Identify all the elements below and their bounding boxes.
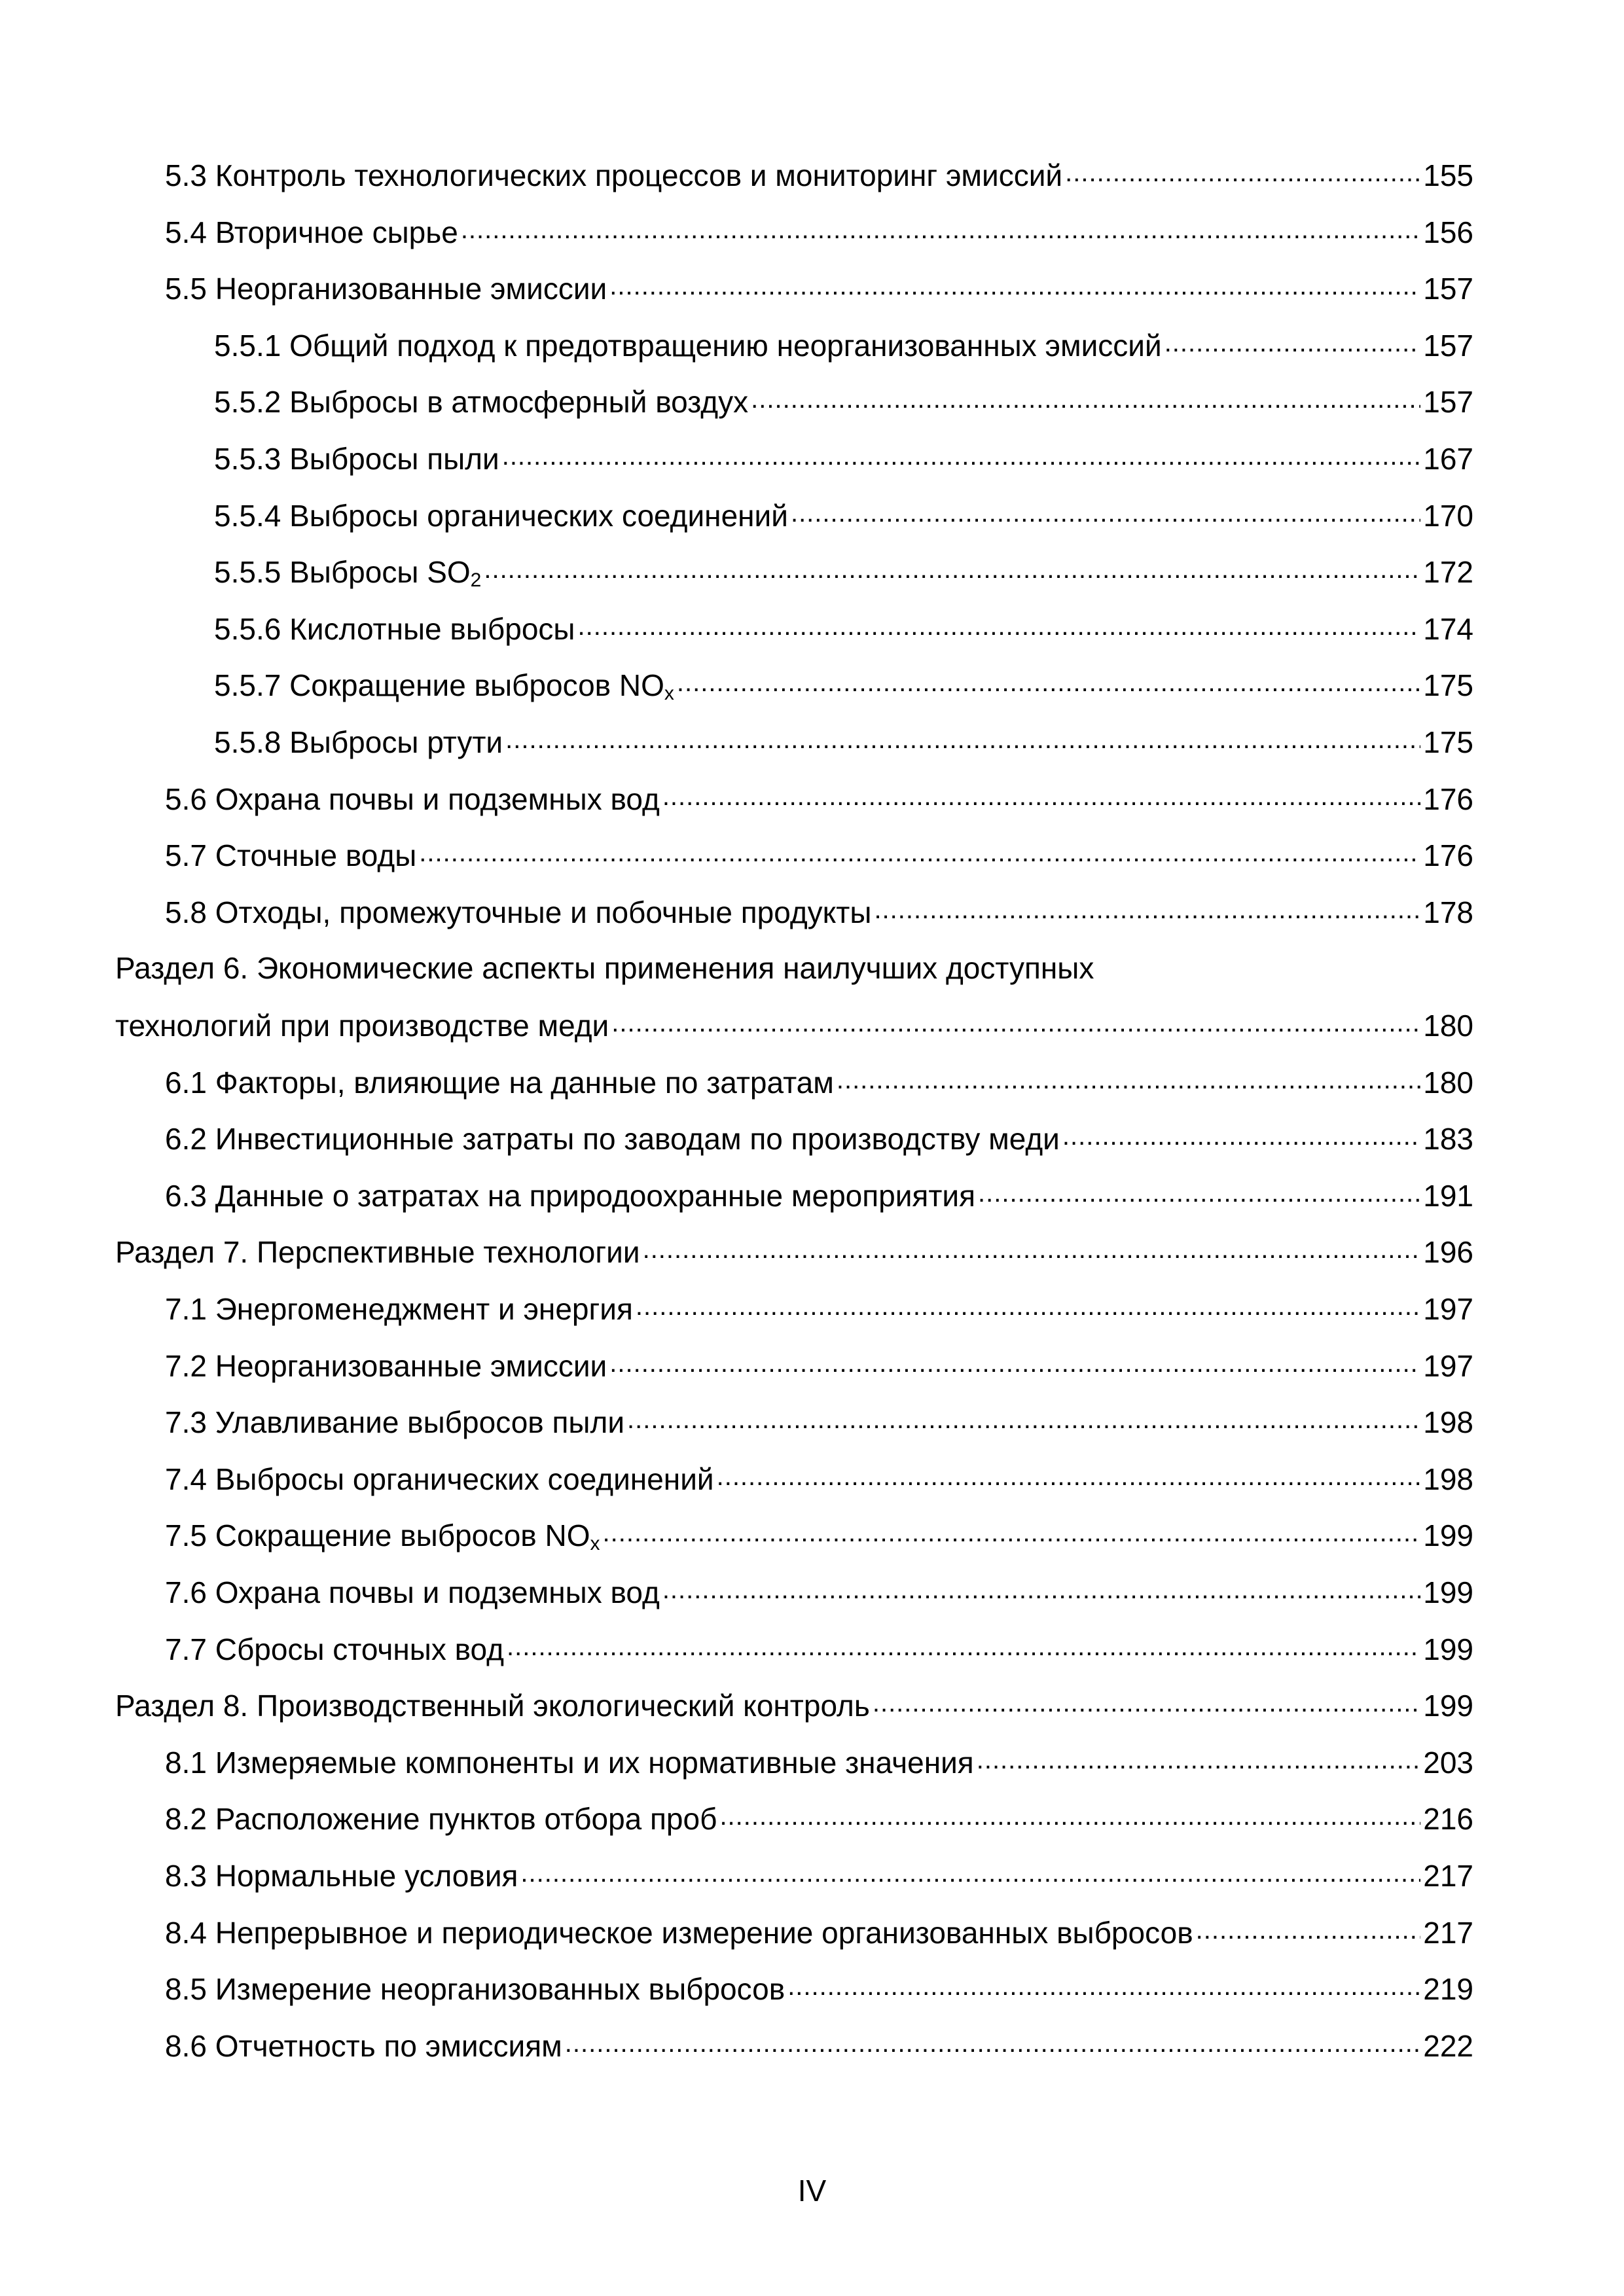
- toc-entry[interactable]: [115, 1006, 1473, 1044]
- toc-entry[interactable]: [165, 1969, 1473, 2007]
- toc-entry[interactable]: [165, 1176, 1473, 1214]
- toc-entry[interactable]: [214, 723, 1473, 761]
- toc-entry-page: 222: [1423, 2029, 1473, 2063]
- toc-entry[interactable]: [165, 1119, 1473, 1157]
- toc-entry-page: 216: [1423, 1802, 1473, 1836]
- toc-entry[interactable]: [165, 1799, 1473, 1837]
- toc-entry-title: [165, 1516, 600, 1554]
- dot-leader: [609, 269, 1420, 299]
- dot-leader: [1065, 156, 1420, 186]
- toc-entry[interactable]: [165, 1516, 1473, 1554]
- dot-leader: [627, 1403, 1420, 1433]
- toc-entry-page: 157: [1423, 385, 1473, 419]
- dot-leader: [505, 723, 1420, 753]
- toc-entry-page: 175: [1423, 725, 1473, 759]
- toc-entry-title-text: 8.1 Измеряемые компоненты и их нормативные значения: [165, 1746, 974, 1780]
- dot-leader: [662, 780, 1420, 810]
- toc-entry[interactable]: [115, 949, 1473, 987]
- toc-entry[interactable]: [165, 1289, 1473, 1327]
- toc-entry-page: 191: [1423, 1179, 1473, 1213]
- toc-entry-title-text: 7.6 Охрана почвы и подземных вод: [165, 1575, 660, 1609]
- toc-entry[interactable]: [165, 213, 1473, 251]
- toc-entry-title: [165, 1120, 1060, 1158]
- toc-entry[interactable]: [165, 1630, 1473, 1668]
- toc-entry-page: 199: [1423, 1689, 1473, 1723]
- toc-entry-title: [165, 1857, 518, 1895]
- toc-entry-title: [165, 1914, 1193, 1952]
- dot-leader: [1164, 326, 1421, 356]
- toc-entry-title-text: Раздел 7. Перспективные технологии: [115, 1235, 640, 1269]
- toc-entry-title-text: Раздел 6. Экономические аспекты применения наилучших доступных: [115, 951, 1094, 985]
- toc-entry-title: [214, 327, 1162, 365]
- toc-entry-title: [214, 553, 481, 591]
- toc-entry[interactable]: [214, 439, 1473, 477]
- dot-leader: [636, 1289, 1420, 1319]
- dot-leader: [502, 439, 1421, 469]
- toc-entry-title-text: 7.4 Выбросы органических соединений: [165, 1462, 714, 1496]
- toc-entry-page: 176: [1423, 838, 1473, 872]
- dot-leader: [520, 1856, 1420, 1886]
- dot-leader: [484, 552, 1420, 583]
- toc-entry-page: 198: [1423, 1405, 1473, 1439]
- dot-leader: [791, 496, 1420, 526]
- toc-entry-title: [165, 1744, 974, 1782]
- toc-entry[interactable]: [165, 1063, 1473, 1101]
- toc-entry-title: [165, 1403, 624, 1441]
- dot-leader: [603, 1516, 1421, 1546]
- toc-entry-title-text: 8.5 Измерение неорганизованных выбросов: [165, 1972, 785, 2006]
- toc-entry-page: 157: [1423, 272, 1473, 306]
- toc-entry[interactable]: [214, 609, 1473, 647]
- toc-entry-title-text: 7.2 Неорганизованные эмиссии: [165, 1349, 607, 1383]
- dot-leader: [1062, 1119, 1420, 1149]
- toc-entry-title: [165, 2027, 562, 2065]
- toc-entry-title-text: 5.5.5 Выбросы SO: [214, 555, 471, 589]
- toc-entry-subscript: 2: [470, 569, 482, 591]
- dot-leader: [874, 893, 1420, 923]
- toc-entry-title-text: 5.5.1 Общий подход к предотвращению неорганизованных эмиссий: [214, 329, 1162, 363]
- toc-entry[interactable]: [165, 269, 1473, 307]
- toc-entry[interactable]: [214, 496, 1473, 534]
- toc-entry-title: [165, 156, 1062, 194]
- toc-entry-title-text: 6.2 Инвестиционные затраты по заводам по производству меди: [165, 1122, 1060, 1156]
- toc-entry[interactable]: [165, 1460, 1473, 1498]
- toc-entry[interactable]: [165, 156, 1473, 194]
- toc-entry-page: 172: [1423, 555, 1473, 589]
- dot-leader: [1196, 1913, 1421, 1943]
- toc-entry-page: 178: [1423, 895, 1473, 929]
- toc-entry[interactable]: [115, 1686, 1473, 1724]
- dot-leader: [837, 1063, 1420, 1093]
- toc-entry-title-text: 5.5.4 Выбросы органических соединений: [214, 499, 788, 533]
- toc-entry[interactable]: [165, 1573, 1473, 1611]
- toc-entry[interactable]: [214, 382, 1473, 420]
- toc-entry-title-text: 8.6 Отчетность по эмиссиям: [165, 2029, 562, 2063]
- toc-entry-title-text: 5.3 Контроль технологических процессов и мониторинг эмиссий: [165, 158, 1063, 192]
- toc-entry-page: 183: [1423, 1122, 1473, 1156]
- toc-entry[interactable]: [165, 1403, 1473, 1441]
- toc-entry-page: 217: [1423, 1859, 1473, 1893]
- toc-entry-title: [165, 1970, 785, 2008]
- toc-entry-title-text: 7.1 Энергоменеджмент и энергия: [165, 1292, 633, 1326]
- toc-entry[interactable]: [115, 1232, 1473, 1270]
- toc-entry-title-text: 8.4 Непрерывное и периодическое измерение организованных выбросов: [165, 1916, 1193, 1950]
- toc-entry-title: [165, 1460, 714, 1498]
- toc-entry-title-text: 6.1 Факторы, влияющие на данные по затратам: [165, 1066, 834, 1100]
- toc-entry-page: 156: [1423, 215, 1473, 249]
- toc-entry-page: 197: [1423, 1349, 1473, 1383]
- toc-entry-title-text: 5.5.7 Сокращение выбросов NO: [214, 668, 664, 702]
- dot-leader: [717, 1460, 1421, 1490]
- toc-entry-title: [115, 949, 1094, 987]
- toc-entry-page: 155: [1423, 158, 1473, 192]
- toc-entry-title-text: 5.4 Вторичное сырье: [165, 215, 458, 249]
- toc-entry-title: [214, 440, 499, 478]
- toc-entry-page: 180: [1423, 1009, 1473, 1043]
- toc-entry[interactable]: [165, 780, 1473, 817]
- toc-entry-title-text: 5.8 Отходы, промежуточные и побочные продукты: [165, 895, 872, 929]
- toc-entry[interactable]: [165, 1346, 1473, 1384]
- dot-leader: [978, 1176, 1420, 1206]
- dot-leader: [751, 382, 1420, 412]
- dot-leader: [873, 1686, 1420, 1716]
- toc-entry-title: [165, 1177, 975, 1215]
- toc-entry-page: 203: [1423, 1746, 1473, 1780]
- toc-entry-title-text: 5.5.3 Выбросы пыли: [214, 442, 499, 476]
- toc-entry-title: [115, 1233, 640, 1271]
- dot-leader: [643, 1232, 1421, 1263]
- toc-entry[interactable]: [214, 666, 1473, 704]
- toc-entry-title-text: технологий при производстве меди: [115, 1009, 609, 1043]
- toc-entry-title: [165, 1630, 504, 1668]
- toc-entry-title-text: 5.5.2 Выбросы в атмосферный воздух: [214, 385, 749, 419]
- toc-entry[interactable]: [165, 1913, 1473, 1951]
- toc-entry-page: 197: [1423, 1292, 1473, 1326]
- toc-entry-title-text: 5.6 Охрана почвы и подземных вод: [165, 782, 660, 816]
- dot-leader: [461, 213, 1420, 243]
- toc-entry-page: 170: [1423, 499, 1473, 533]
- dot-leader: [787, 1969, 1420, 2000]
- toc-entry-page: 219: [1423, 1972, 1473, 2006]
- toc-entry-title: [214, 666, 674, 704]
- dot-leader: [611, 1006, 1420, 1036]
- toc-entry[interactable]: [165, 1856, 1473, 1894]
- toc-entry-page: 180: [1423, 1066, 1473, 1100]
- toc-entry-title: [165, 1290, 633, 1328]
- dot-leader: [577, 609, 1420, 639]
- toc-entry[interactable]: [165, 1743, 1473, 1781]
- toc-entry-page: 198: [1423, 1462, 1473, 1496]
- toc-entry-title: [214, 497, 788, 535]
- toc-entry-page: 157: [1423, 329, 1473, 363]
- toc-entry-title: [165, 1347, 607, 1385]
- page-number: IV: [797, 2174, 827, 2208]
- toc-entry-title-text: 8.2 Расположение пунктов отбора проб: [165, 1802, 717, 1836]
- dot-leader: [565, 2026, 1420, 2056]
- toc-entry-title-text: 5.7 Сточные воды: [165, 838, 417, 872]
- toc-entry-page: 176: [1423, 782, 1473, 816]
- toc-entry-page: 199: [1423, 1575, 1473, 1609]
- toc-entry-title-text: 5.5 Неорганизованные эмиссии: [165, 272, 607, 306]
- dot-leader: [609, 1346, 1420, 1376]
- toc-entry-title-text: 6.3 Данные о затратах на природоохранные мероприятия: [165, 1179, 976, 1213]
- toc-entry-title-text: 8.3 Нормальные условия: [165, 1859, 518, 1893]
- toc-entry-title: [165, 836, 416, 874]
- toc-entry-page: 199: [1423, 1518, 1473, 1552]
- toc-entry-title: [165, 270, 607, 308]
- toc-entry-title-text: 7.3 Улавливание выбросов пыли: [165, 1405, 625, 1439]
- dot-leader: [419, 836, 1420, 866]
- dot-leader: [977, 1743, 1421, 1773]
- toc-entry-title-text: 7.7 Сбросы сточных вод: [165, 1632, 504, 1666]
- toc-entry-title: [165, 213, 458, 251]
- toc-entry-title: [165, 1064, 834, 1102]
- toc-entry-title: [165, 1800, 717, 1838]
- toc-entry-title: [214, 610, 575, 648]
- toc-entry-title: [214, 723, 503, 761]
- toc-entry[interactable]: [214, 552, 1473, 590]
- dot-leader: [677, 666, 1420, 696]
- toc-entry-title: [165, 893, 871, 931]
- toc-entry-title-text: 5.5.8 Выбросы ртути: [214, 725, 503, 759]
- toc-entry-title-text: 7.5 Сокращение выбросов NO: [165, 1518, 590, 1552]
- toc-entry[interactable]: [165, 893, 1473, 931]
- toc-entry-page: 167: [1423, 442, 1473, 476]
- toc-entry-subscript: x: [590, 1533, 600, 1554]
- toc-entry[interactable]: [165, 836, 1473, 874]
- toc-entry-title: [165, 780, 660, 818]
- toc-entry-title-text: Раздел 8. Производственный экологический контроль: [115, 1689, 870, 1723]
- toc-entry[interactable]: [165, 2026, 1473, 2064]
- toc-entry-title: [165, 1573, 660, 1611]
- toc-entry[interactable]: [214, 326, 1473, 364]
- toc-entry-subscript: x: [664, 683, 674, 704]
- dot-leader: [507, 1630, 1420, 1660]
- dot-leader: [719, 1799, 1420, 1829]
- toc-entry-page: 174: [1423, 612, 1473, 646]
- toc-entry-page: 196: [1423, 1235, 1473, 1269]
- dot-leader: [662, 1573, 1420, 1603]
- toc-entry-title-text: 5.5.6 Кислотные выбросы: [214, 612, 575, 646]
- toc-entry-page: 175: [1423, 668, 1473, 702]
- toc-entry-title: [115, 1687, 870, 1725]
- toc-entry-page: 217: [1423, 1916, 1473, 1950]
- toc-entry-page: 199: [1423, 1632, 1473, 1666]
- toc-entry-title: [115, 1007, 609, 1045]
- toc-entry-title: [214, 383, 748, 421]
